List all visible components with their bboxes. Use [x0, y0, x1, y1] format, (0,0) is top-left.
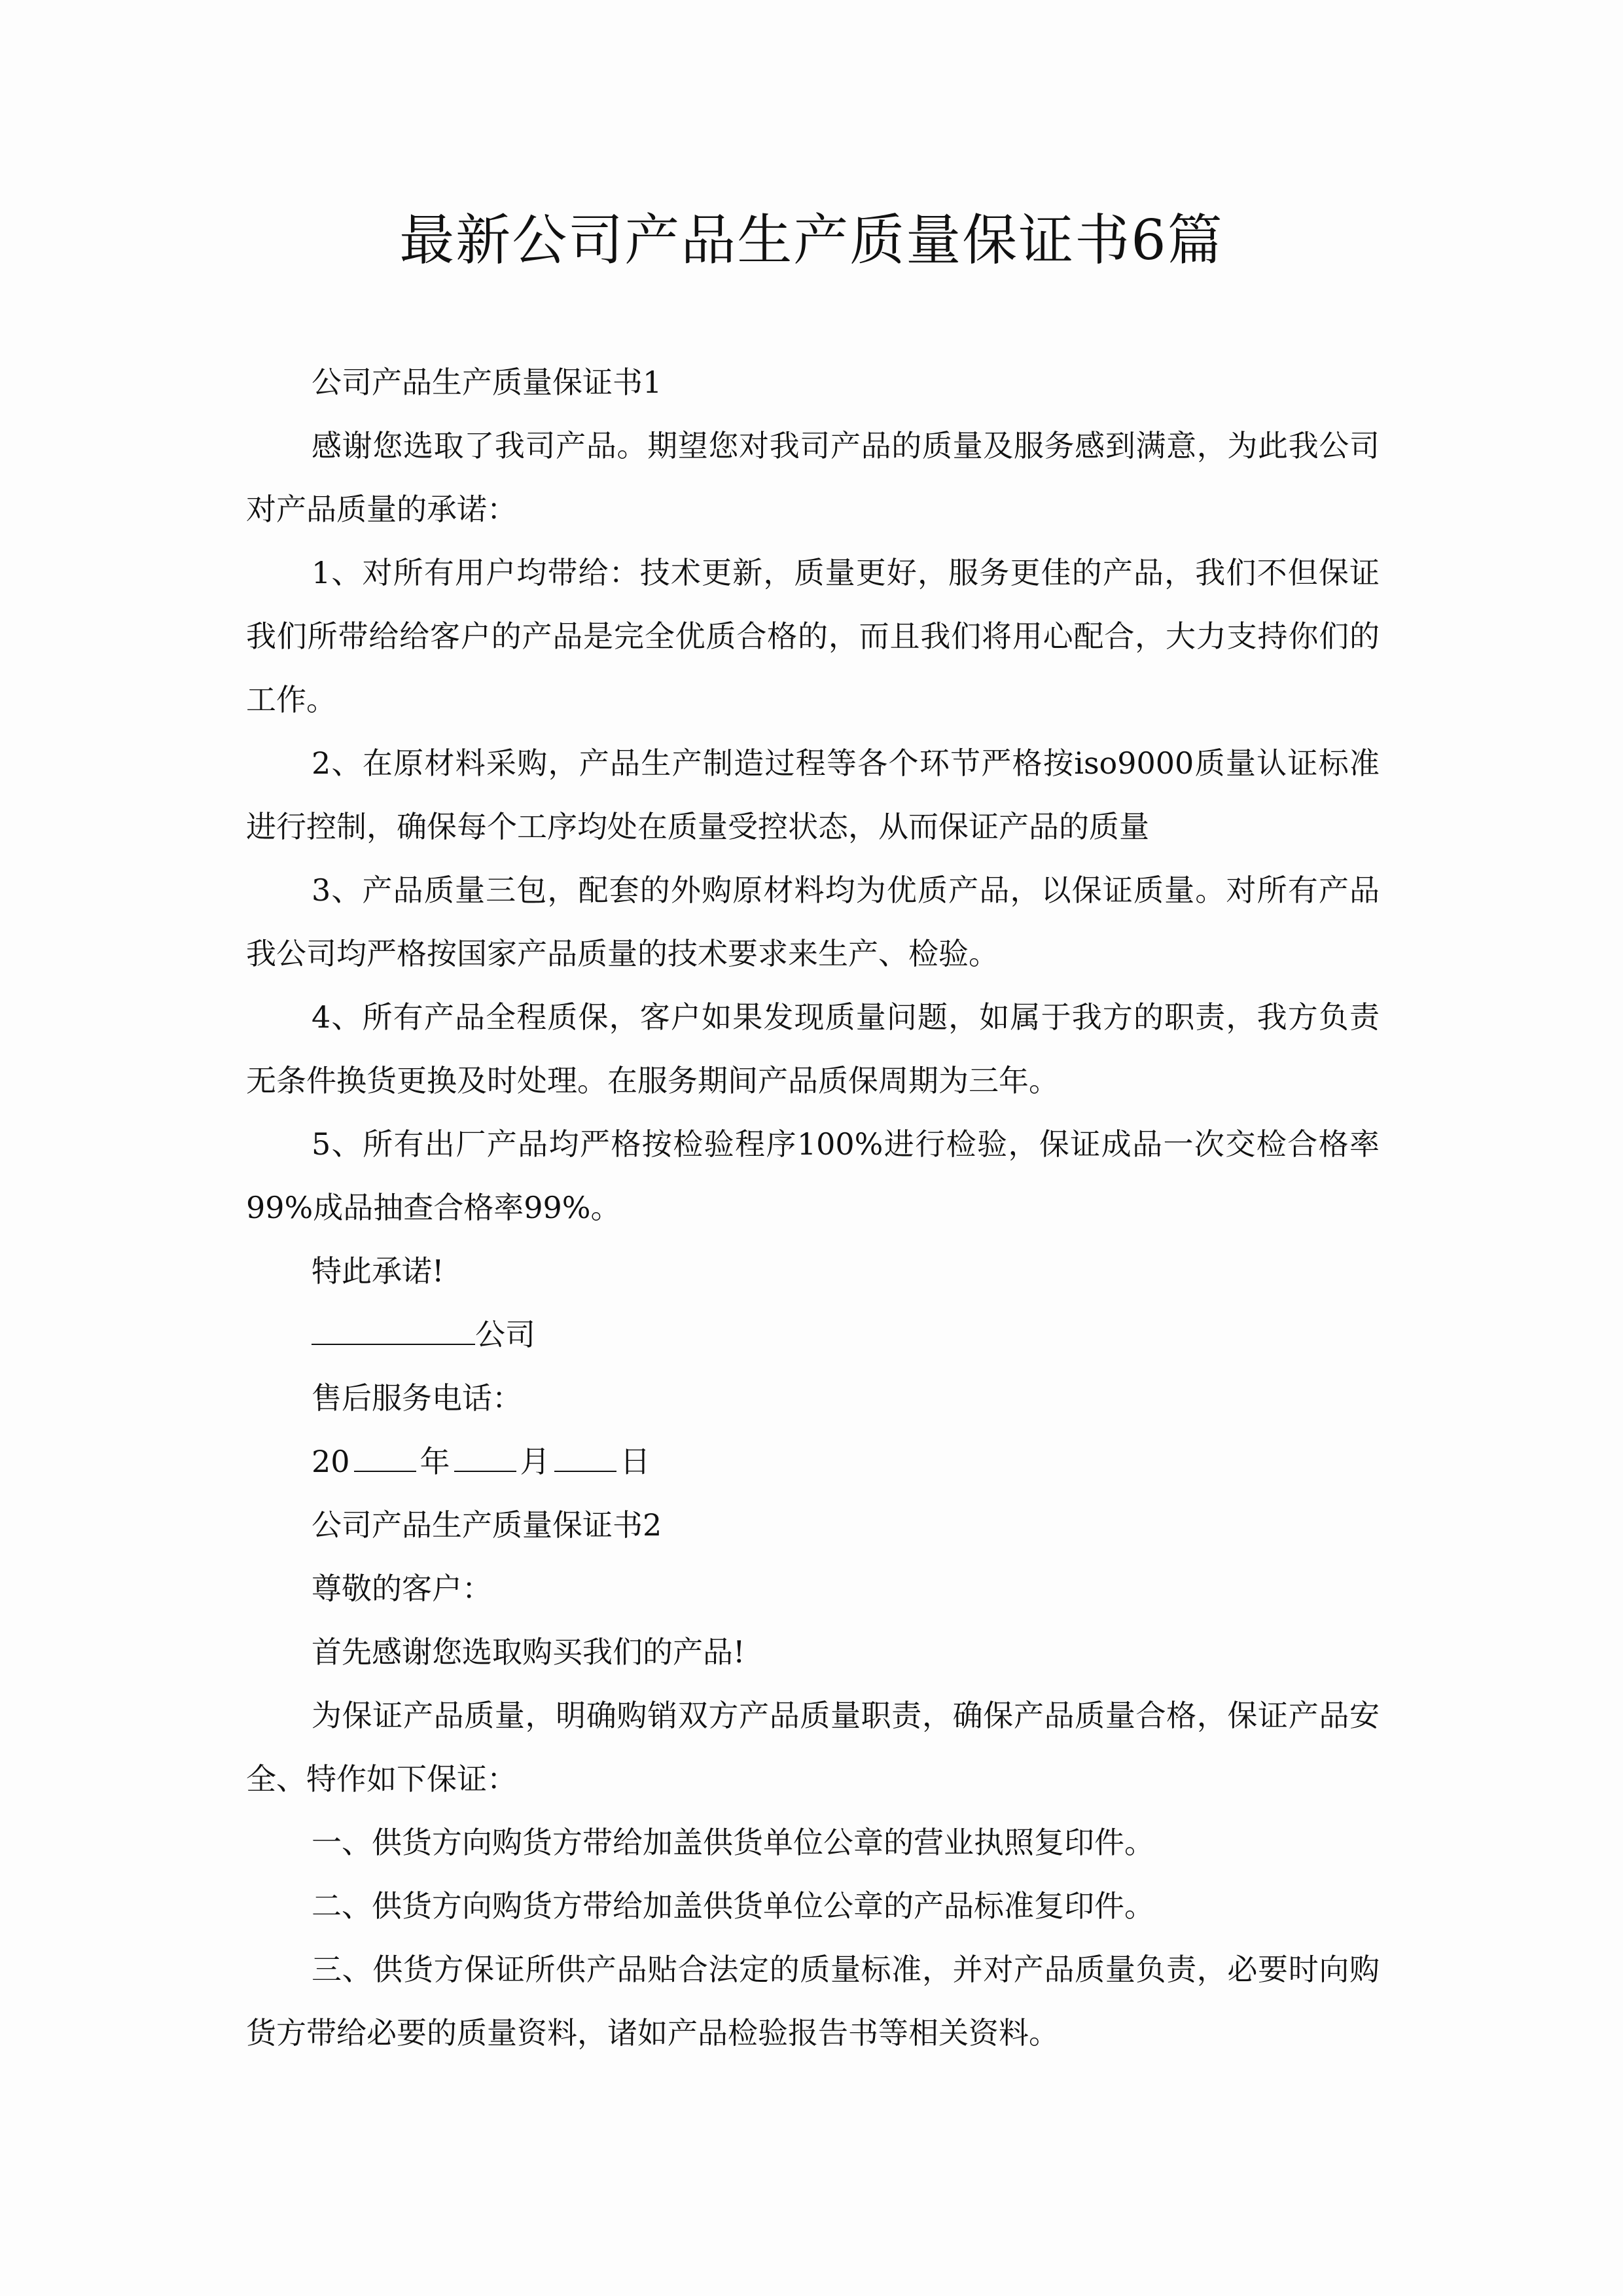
day-label: 日 — [620, 1444, 651, 1479]
year-label: 年 — [419, 1444, 450, 1479]
list-item: 二、供货方向购货方带给加盖供货单位公章的产品标准复印件。 — [312, 1888, 1154, 1924]
day-blank — [554, 1443, 616, 1472]
year-blank — [354, 1443, 416, 1472]
company-suffix: 公司 — [475, 1317, 535, 1352]
date-line — [246, 1430, 1380, 1494]
company-signature-line — [246, 1303, 1380, 1367]
paragraph: 首先感谢您选取购买我们的产品! — [312, 1634, 745, 1670]
paragraph: 感谢您选取了我司产品。期望您对我司产品的质量及服务感到满意，为此我公司对产品质量的承诺： — [246, 428, 1380, 527]
month-blank — [454, 1443, 516, 1472]
section-heading: 公司产品生产质量保证书1 — [312, 365, 662, 400]
list-item: 2、在原材料采购，产品生产制造过程等各个环节严格按iso9000质量认证标准进行控制，确保每个工序均处在质量受控状态，从而保证产品的质量 — [246, 745, 1380, 844]
salutation: 尊敬的客户： — [312, 1571, 492, 1606]
company-name-blank — [312, 1316, 475, 1345]
document-body — [246, 351, 1380, 2065]
section-heading: 公司产品生产质量保证书2 — [312, 1507, 662, 1543]
list-item: 三、供货方保证所供产品贴合法定的质量标准，并对产品质量负责，必要时向购货方带给必要的质量资料，诸如产品检验报告书等相关资料。 — [246, 1952, 1380, 2051]
paragraph: 为保证产品质量，明确购销双方产品质量职责，确保产品质量合格，保证产品安全、特作如下保证： — [246, 1698, 1380, 1797]
list-item: 4、所有产品全程质保，客户如果发现质量问题，如属于我方的职责，我方负责无条件换货更换及时处理。在服务期间产品质保周期为三年。 — [246, 999, 1380, 1098]
list-item: 5、所有出厂产品均严格按检验程序100%进行检验，保证成品一次交检合格率99%成品抽查合格率99%。 — [246, 1126, 1380, 1225]
year-prefix: 20 — [312, 1444, 350, 1479]
list-item: 3、产品质量三包，配套的外购原材料均为优质产品，以保证质量。对所有产品我公司均严格按国家产品质量的技术要求来生产、检验。 — [246, 872, 1380, 971]
closing-text: 特此承诺! — [312, 1253, 444, 1289]
month-label: 月 — [520, 1444, 550, 1479]
document-title: 最新公司产品生产质量保证书6篇 — [399, 208, 1224, 272]
phone-label: 售后服务电话： — [312, 1380, 522, 1416]
list-item: 1、对所有用户均带给：技术更新，质量更好，服务更佳的产品，我们不但保证我们所带给给客户的产品是完全优质合格的，而且我们将用心配合，大力支持你们的工作。 — [246, 555, 1380, 717]
list-item: 一、供货方向购货方带给加盖供货单位公章的营业执照复印件。 — [312, 1825, 1154, 1860]
